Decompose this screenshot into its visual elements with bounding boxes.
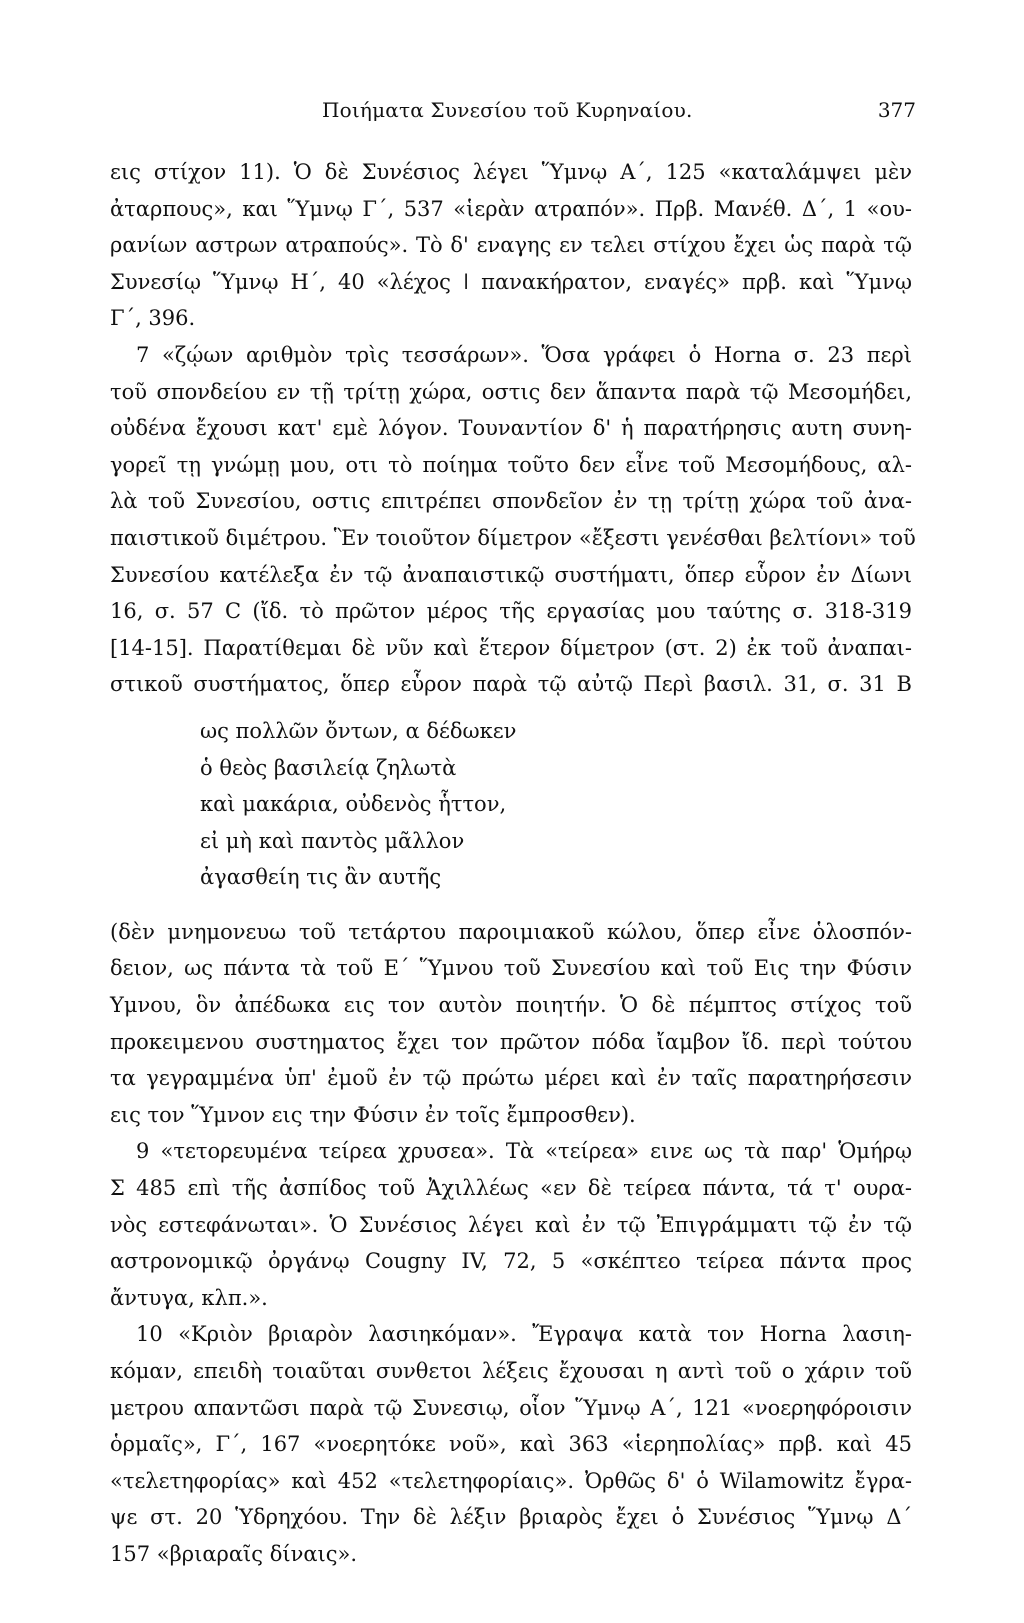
text-line: δειον, ως πάντα τὰ τοῦ Ε΄ Ὕμνου τοῦ Συνεσίου καὶ τοῦ Εις την Φύσιν [110, 956, 912, 981]
text-line: «τελετηφορίας» καὶ 452 «τελετηφορίαις». Ὀρθῶς δ' ὁ Wilamowitz ἔγρα- [110, 1468, 912, 1493]
text-line: μετρου απαντῶσι παρὰ τῷ Συνεσιῳ, οἷον Ὕμνῳ Α΄, 121 «νοερηφόροισιν [110, 1395, 912, 1420]
text-line: αστρονομικῷ ὀργάνῳ Cougny IV, 72, 5 «σκέπτεο τείρεα πάντα προς [110, 1249, 912, 1274]
text-line: Υμνου, ὃν ἀπέδωκα εις τον αυτὸν ποιητήν. Ὁ δὲ πέμπτος στίχος τοῦ [110, 993, 912, 1018]
text-line: 9 «τετορευμένα τείρεα χρυσεα». Τὰ «τείρεα» εινε ως τὰ παρ' Ὁμήρῳ [136, 1139, 912, 1164]
text-line: ἄντυγα, κλπ.». [110, 1285, 268, 1310]
verse-quotation [200, 713, 800, 896]
text-line: ἀταρπους», και Ὕμνῳ Γ΄, 537 «ἱερὰν ατραπόν». Πρβ. Μανέθ. Δ΄, 1 «ου- [110, 196, 912, 221]
paragraph-2 [110, 337, 916, 703]
text-line: Γ΄, 396. [110, 306, 196, 331]
text-line: 7 «ζῴων αριθμὸν τρὶς τεσσάρων». Ὅσα γράφει ὁ Horna σ. 23 περὶ [136, 342, 912, 367]
text-line: Σ 485 επὶ τῆς ἀσπίδος τοῦ Ἀχιλλέως «εν δὲ τείρεα πάντα, τά τ' ουρα- [110, 1176, 912, 1201]
running-header [110, 94, 916, 134]
running-title: Ποιήματα Συνεσίου τοῦ Κυρηναίου. [322, 98, 693, 122]
paragraph-1 [110, 154, 912, 337]
text-line: [14-15]. Παρατίθεμαι δὲ νῦν καὶ ἕτερον δίμετρον (στ. 2) ἐκ τοῦ ἀναπαι- [110, 635, 912, 660]
text-line: (δὲν μνημονευω τοῦ τετάρτου παροιμιακοῦ κώλου, ὅπερ εἶνε ὁλοσπόν- [110, 919, 912, 944]
paragraph-4 [110, 1133, 912, 1316]
text-line: Συνεσίου κατέλεξα ἐν τῷ ἀναπαιστικῷ συστήματι, ὅπερ εὗρον ἐν Δίωνι [110, 562, 912, 587]
paragraph-5 [110, 1316, 912, 1572]
text-line: τα γεγραμμένα ὑπ' ἐμοῦ ἐν τῷ πρώτω μέρει καὶ ἐν ταῖς παρατηρήσεσιν [110, 1066, 912, 1091]
text-line: εις στίχον 11). Ὁ δὲ Συνέσιος λέγει Ὕμνῳ Α΄, 125 «καταλάμψει μὲν [110, 160, 912, 184]
text-line: οὐδένα ἔχουσι κατ' εμὲ λόγον. Τουναντίον δ' ἡ παρατήρησις αυτη συνη- [110, 416, 912, 441]
text-line: ὁρμαῖς», Γ΄, 167 «νοερητόκε νοῦ», καὶ 363 «ἱερηπολίας» πρβ. καὶ 45 [110, 1432, 912, 1457]
text-line: Συνεσίῳ Ὕμνῳ Η΄, 40 «λέχος ǀ πανακήρατον, εναγές» πρβ. καὶ Ὕμνῳ [110, 269, 912, 294]
verse-line: καὶ μακάρια, οὐδενὸς ἧττον, [200, 792, 507, 817]
text-line: νὸς εστεφάνωται». Ὁ Συνέσιος λέγει καὶ ἐν τῷ Ἐπιγράμματι τῷ ἐν τῷ [110, 1212, 912, 1237]
text-line: λὰ τοῦ Συνεσίου, οστις επιτρέπει σπονδεῖον ἐν τῃ τρίτῃ χώρα τοῦ ἀνα- [110, 489, 912, 514]
text-line: παιστικοῦ διμέτρου. Ἓν τοιοῦτον δίμετρον «ἔξεστι γενέσθαι βελτίονι» τοῦ [110, 525, 916, 550]
verse-line: ὁ θεὸς βασιλείᾳ ζηλωτὰ [200, 755, 457, 780]
paragraph-3 [110, 914, 912, 1134]
text-line: ρανίων αστρων ατραπούς». Τὸ δ' εναγης εν τελει στίχου ἔχει ὡς παρὰ τῷ [110, 233, 912, 258]
verse-line: ως πολλῶν ὄντων, α δέδωκεν [200, 718, 517, 743]
text-line: προκειμενου συστηματος ἔχει τον πρῶτον πόδα ἴαμβον ἴδ. περὶ τούτου [110, 1029, 912, 1054]
verse-line: ἀγασθείη τις ἂν αυτῆς [200, 865, 442, 890]
text-line: στικοῦ συστήματος, ὅπερ εὗρον παρὰ τῷ αὐτῷ Περὶ βασιλ. 31, σ. 31 B [110, 672, 912, 697]
text-line: κόμαν, επειδὴ τοιαῦται συνθετοι λέξεις ἔχουσαι η αντὶ τοῦ ο χάριν τοῦ [110, 1359, 912, 1383]
text-line: 157 «βριαραῖς δίναις». [110, 1541, 358, 1566]
text-line: τοῦ σπονδείου εν τῇ τρίτῃ χώρα, οστις δεν ἅπαντα παρὰ τῷ Μεσομήδει, [110, 379, 912, 404]
verse-line: εἰ μὴ καὶ παντὸς μᾶλλον [200, 828, 465, 853]
text-line: 10 «Κριὸν βριαρὸν λασιηκόμαν». Ἔγραψα κατὰ τον Horna λασιη- [136, 1322, 912, 1347]
text-line: 16, σ. 57 C (ἴδ. τὸ πρῶτον μέρος τῆς εργασίας μου ταύτης σ. 318-319 [110, 599, 912, 624]
text-line: ψε στ. 20 Ὑδρηχόου. Την δὲ λέξιν βριαρὸς ἔχει ὁ Συνέσιος Ὕμνῳ Δ΄ [110, 1505, 912, 1530]
text-line: γορεῖ τῃ γνώμῃ μου, οτι τὸ ποίημα τοῦτο δεν εἶνε τοῦ Μεσομήδους, αλ- [110, 452, 912, 477]
page-number: 377 [877, 98, 916, 122]
text-line: εις τον Ὕμνον εις την Φύσιν ἐν τοῖς ἔμπροσθεν). [110, 1102, 636, 1127]
